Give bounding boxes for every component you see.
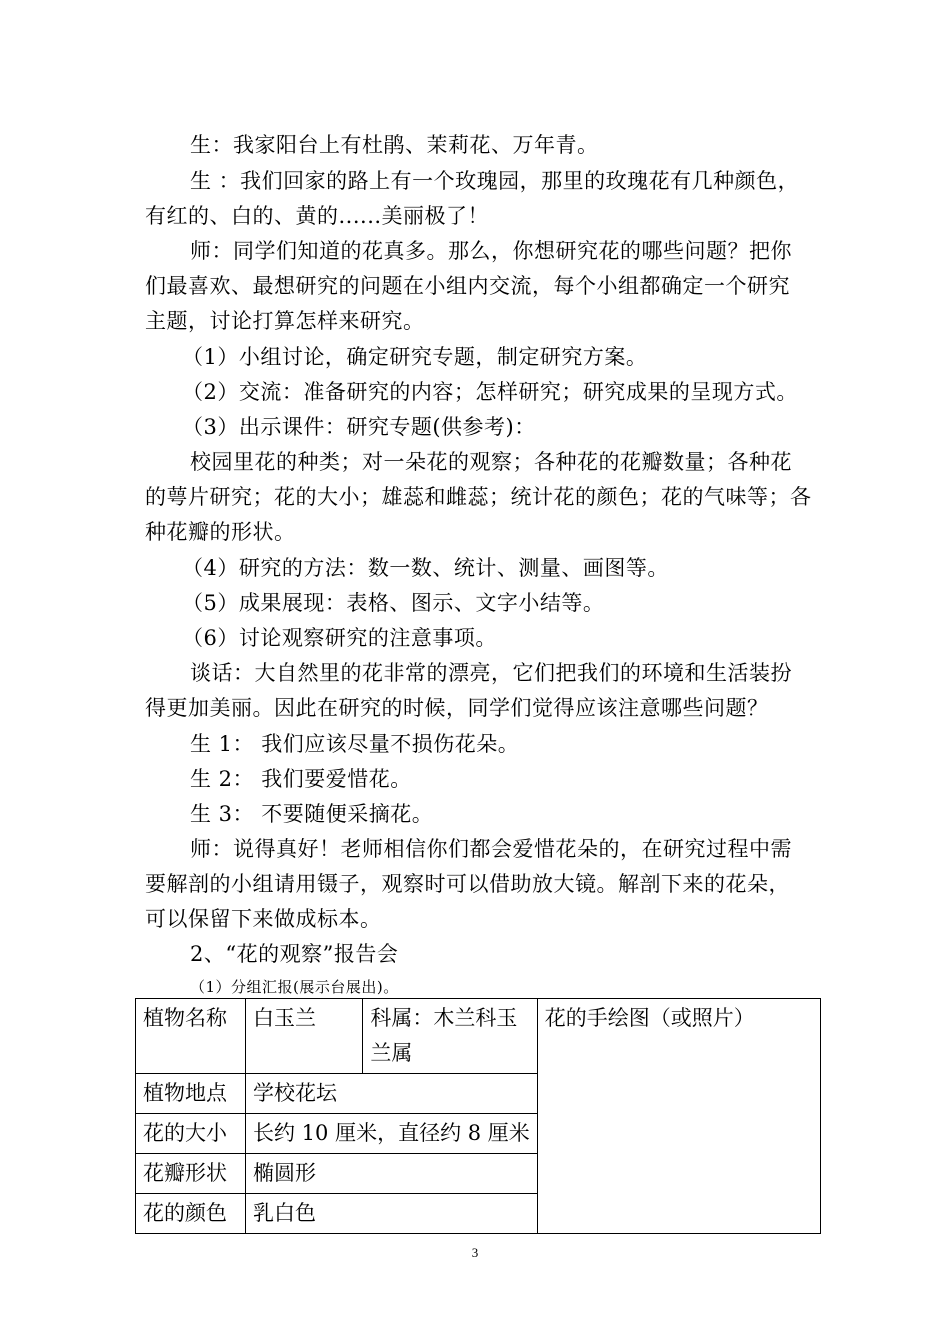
paragraph-line: （1）小组讨论，确定研究专题，制定研究方案。	[182, 345, 648, 369]
paragraph-line: 种花瓣的形状。	[145, 520, 296, 544]
flower-observation-table	[135, 998, 821, 1234]
paragraph-line: 生 3： 不要随便采摘花。	[190, 802, 434, 826]
paragraph-line: 有红的、白的、黄的......美丽极了！	[145, 204, 490, 228]
paragraph-line: （6）讨论观察研究的注意事项。	[182, 626, 497, 650]
paragraph-line: 师：同学们知道的花真多。那么，你想研究花的哪些问题？把你	[190, 239, 792, 263]
paragraph-line: （4）研究的方法：数一数、统计、测量、画图等。	[182, 556, 669, 580]
plant-name-label: 植物名称	[136, 999, 246, 1074]
paragraph-line: 要解剖的小组请用镊子，观察时可以借助放大镜。解剖下来的花朵，	[145, 872, 790, 896]
section-heading: 2、“花的观察”报告会	[190, 942, 399, 966]
table-row	[136, 999, 821, 1074]
paragraph-line: 的萼片研究；花的大小；雄蕊和雌蕊；统计花的颜色；花的气味等；各	[145, 485, 812, 509]
location-label: 植物地点	[136, 1074, 246, 1114]
plant-name-value: 白玉兰	[246, 999, 363, 1074]
paragraph-line: 生：我家阳台上有杜鹃、茉莉花、万年青。	[190, 133, 599, 157]
petal-shape-value: 椭圆形	[246, 1154, 538, 1194]
paragraph-line: 主题，讨论打算怎样来研究。	[145, 309, 425, 333]
size-label: 花的大小	[136, 1114, 246, 1154]
page-number: 3	[471, 1245, 479, 1260]
paragraph-line: 校园里花的种类；对一朵花的观察；各种花的花瓣数量；各种花	[190, 450, 792, 474]
paragraph-line: 师：说得真好！老师相信你们都会爱惜花朵的，在研究过程中需	[190, 837, 792, 861]
petal-shape-label: 花瓣形状	[136, 1154, 246, 1194]
paragraph-line: 生 1： 我们应该尽量不损伤花朵。	[190, 732, 520, 756]
paragraph-line: （3）出示课件：研究专题(供参考)：	[182, 415, 536, 439]
family-cell: 科属：木兰科玉兰属	[363, 999, 537, 1074]
paragraph-line: 可以保留下来做成标本。	[145, 907, 382, 931]
drawing-cell: 花的手绘图（或照片）	[537, 999, 820, 1234]
paragraph-line: （5）成果展现：表格、图示、文字小结等。	[182, 591, 605, 615]
flower-color-label: 花的颜色	[136, 1194, 246, 1234]
location-value: 学校花坛	[246, 1074, 538, 1114]
size-value: 长约 10 厘米，直径约 8 厘米	[246, 1114, 538, 1154]
flower-color-value: 乳白色	[246, 1194, 538, 1234]
paragraph-line: 们最喜欢、最想研究的问题在小组内交流，每个小组都确定一个研究	[145, 274, 790, 298]
paragraph-line: 得更加美丽。因此在研究的时候，同学们觉得应该注意哪些问题？	[145, 696, 769, 720]
paragraph-line: （2）交流：准备研究的内容；怎样研究；研究成果的呈现方式。	[182, 380, 798, 404]
table-caption: （1）分组汇报(展示台展出)。	[190, 978, 399, 996]
paragraph-line: 谈话：大自然里的花非常的漂亮，它们把我们的环境和生活装扮	[190, 661, 792, 685]
paragraph-line: 生 ：我们回家的路上有一个玫瑰园，那里的玫瑰花有几种颜色，	[190, 169, 800, 193]
paragraph-line: 生 2： 我们要爱惜花。	[190, 767, 412, 791]
